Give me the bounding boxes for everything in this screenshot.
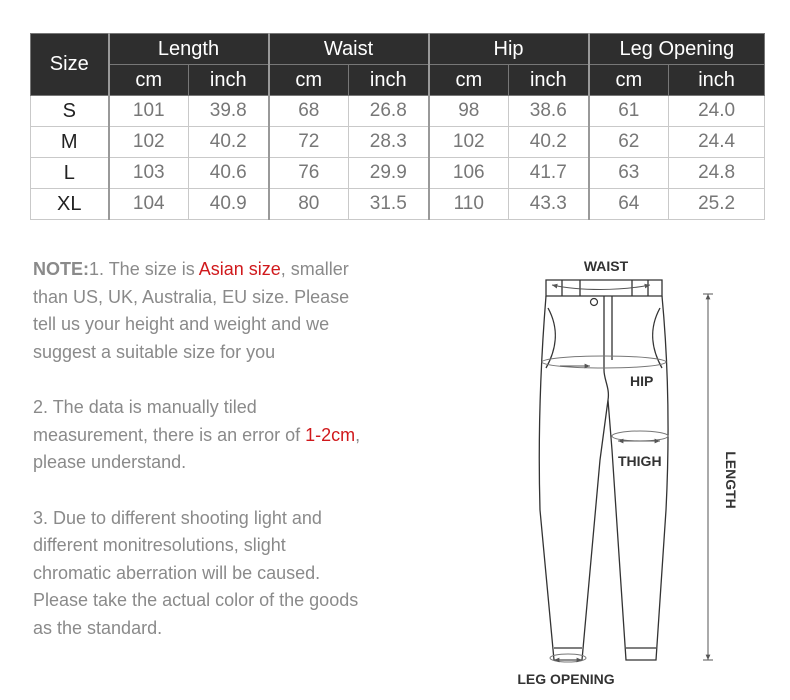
- table-cell: 110: [429, 189, 509, 220]
- hip-label: HIP: [630, 373, 654, 389]
- unit-header: inch: [349, 65, 429, 96]
- table-cell: 40.2: [189, 127, 269, 158]
- table-cell: 28.3: [349, 127, 429, 158]
- unit-header: inch: [189, 65, 269, 96]
- size-notes: [33, 256, 363, 670]
- waist-measure-arrow: [552, 285, 650, 290]
- unit-header: cm: [429, 65, 509, 96]
- note-1: [33, 256, 363, 366]
- table-cell: 31.5: [349, 189, 429, 220]
- table-cell: 72: [269, 127, 349, 158]
- note-text: 2. The data is manually tiled measurement, there is an error of: [33, 397, 306, 445]
- group-header-hip: Hip: [429, 34, 589, 65]
- table-cell: 102: [109, 127, 189, 158]
- note-label: NOTE:: [33, 259, 89, 279]
- button-icon: [591, 299, 598, 306]
- note-3: 3. Due to different shooting light and different monitresolutions, slight chromatic aberration will be caused. Please take the actual color of the goods as the standard.: [33, 507, 359, 638]
- table-cell: 76: [269, 158, 349, 189]
- size-column-header: Size: [31, 34, 109, 96]
- unit-header: cm: [589, 65, 669, 96]
- size-cell: M: [31, 127, 109, 158]
- leg-opening-label: LEG OPENING: [517, 671, 615, 687]
- size-cell: L: [31, 158, 109, 189]
- note-2: [33, 394, 363, 477]
- pants-outline: [539, 280, 668, 660]
- thigh-measure-ellipse: [612, 431, 668, 441]
- table-cell: 29.9: [349, 158, 429, 189]
- table-cell: 24.8: [669, 158, 765, 189]
- table-cell: 98: [429, 96, 509, 127]
- table-cell: 25.2: [669, 189, 765, 220]
- unit-header: cm: [269, 65, 349, 96]
- table-cell: 103: [109, 158, 189, 189]
- table-row: [31, 127, 765, 158]
- size-cell: XL: [31, 189, 109, 220]
- group-header-length: Length: [109, 34, 269, 65]
- length-label: LENGTH: [723, 451, 739, 509]
- table-cell: 24.0: [669, 96, 765, 127]
- table-cell: 63: [589, 158, 669, 189]
- group-header-leg-opening: Leg Opening: [589, 34, 765, 65]
- pants-measurement-diagram: [500, 250, 740, 695]
- table-cell: 24.4: [669, 127, 765, 158]
- leg-opening-ellipse: [550, 654, 586, 662]
- table-row: [31, 189, 765, 220]
- table-cell: 68: [269, 96, 349, 127]
- size-cell: S: [31, 96, 109, 127]
- table-cell: 39.8: [189, 96, 269, 127]
- table-cell: 61: [589, 96, 669, 127]
- note-highlight: Asian size: [198, 259, 281, 279]
- table-cell: 40.2: [509, 127, 589, 158]
- table-cell: 101: [109, 96, 189, 127]
- table-row: [31, 96, 765, 127]
- note-highlight: 1-2cm: [305, 424, 356, 445]
- table-cell: 80: [269, 189, 349, 220]
- table-cell: 40.6: [189, 158, 269, 189]
- unit-header: inch: [509, 65, 589, 96]
- note-text: , smaller than US, UK, Australia, EU size. Please tell us your height and weight and we suggest a suitable size for you: [33, 259, 350, 362]
- table-cell: 38.6: [509, 96, 589, 127]
- table-cell: 62: [589, 127, 669, 158]
- table-cell: 26.8: [349, 96, 429, 127]
- group-header-waist: Waist: [269, 34, 429, 65]
- table-cell: 40.9: [189, 189, 269, 220]
- table-cell: 104: [109, 189, 189, 220]
- thigh-label: THIGH: [618, 453, 662, 469]
- table-cell: 64: [589, 189, 669, 220]
- table-cell: 106: [429, 158, 509, 189]
- unit-header: inch: [669, 65, 765, 96]
- table-cell: 102: [429, 127, 509, 158]
- note-text: , please understand.: [33, 424, 361, 472]
- waist-label: WAIST: [583, 258, 629, 274]
- unit-header: cm: [109, 65, 189, 96]
- table-row: [31, 158, 765, 189]
- size-table: [30, 33, 765, 220]
- table-cell: 41.7: [509, 158, 589, 189]
- note-text: 1. The size is: [89, 259, 199, 279]
- table-cell: 43.3: [509, 189, 589, 220]
